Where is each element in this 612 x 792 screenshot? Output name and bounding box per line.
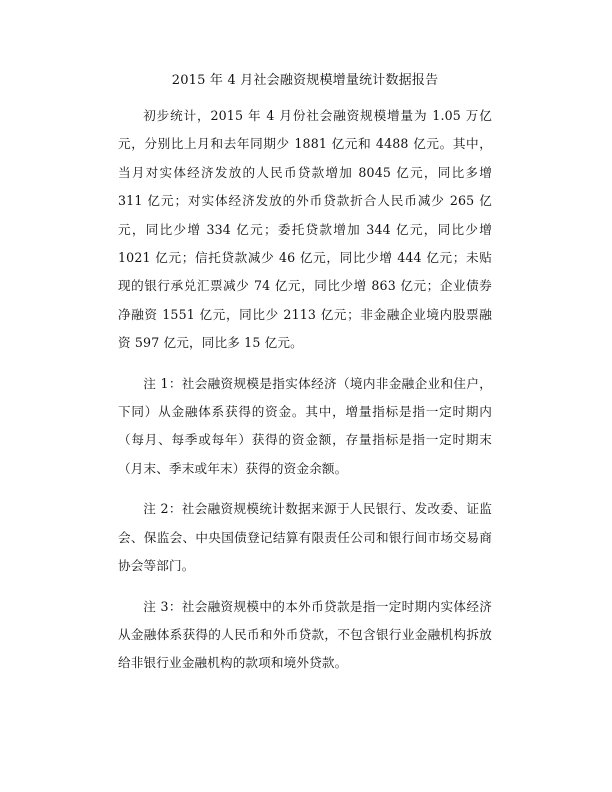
- paragraph-note-3: 注 3：社会融资规模中的本外币贷款是指一定时期内实体经济从金融体系获得的人民币和外币贷款，不包含银行业金融机构拆放给非银行业金融机构的款项和境外贷款。: [118, 598, 492, 671]
- paragraph-note-2: 注 2：社会融资规模统计数据来源于人民银行、发改委、证监会、保监会、中央国债登记结算有限责任公司和银行间市场交易商协会等部门。: [118, 501, 492, 574]
- paragraph-summary: 初步统计，2015 年 4 月份社会融资规模增量为 1.05 万亿元，分别比上月和去年同期少 1881 亿元和 4488 亿元。其中，当月对实体经济发放的人民币贷款增加 8045 亿元，同比多增 311 亿元；对实体经济发放的外币贷款折合人民币减少 265 亿元，同比少增 334 亿元；委托贷款增加 344 亿元，同比少增 1021 亿元；信托贷款减少 46 亿元，同比少增 444 亿元；未贴现的银行承兑汇票减少 74 亿元，同比少增 863 亿元；企业债券净融资 1551 亿元，同比少 2113 亿元；非金融企业境内股票融资 597 亿元，同比多 15 亿元。: [118, 108, 492, 351]
- document-body: [118, 72, 492, 678]
- document-title: 2015 年 4 月社会融资规模增量统计数据报告: [171, 73, 439, 88]
- paragraph-note-1: 注 1：社会融资规模是指实体经济（境内非金融企业和住户，下同）从金融体系获得的资金。其中，增量指标是指一定时期内（每月、每季或每年）获得的资金额，存量指标是指一定时期末（月末、季末或年末）获得的资金余额。: [118, 375, 492, 476]
